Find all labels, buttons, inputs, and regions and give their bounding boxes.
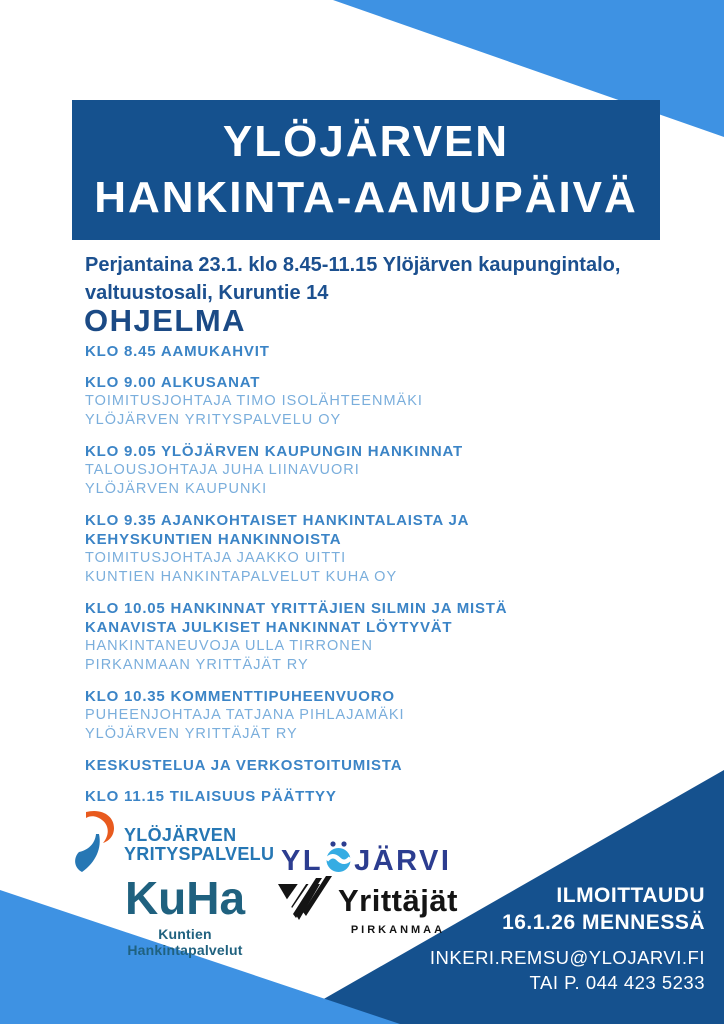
logo-ylojarvi: [281, 841, 451, 881]
program-item-detail: YLÖJÄRVEN YRITTÄJÄT RY: [85, 726, 298, 742]
program-item-title: KANAVISTA JULKISET HANKINNAT LÖYTYVÄT: [85, 619, 453, 636]
yrittajat-logo-name: Yrittäjät: [338, 883, 458, 918]
registration-deadline: 16.1.26 MENNESSÄ: [502, 911, 705, 934]
program-item: [85, 756, 595, 775]
yrittajat-logo-subtitle: PIRKANMAA: [350, 924, 446, 936]
program-list: [85, 342, 595, 806]
program-item-title: KLO 9.35 AJANKOHTAISET HANKINTALAISTA JA: [85, 512, 470, 529]
logo-ylojarven-yrityspalvelu: [72, 810, 274, 879]
yrittajat-flag-icon: [276, 876, 334, 937]
program-item-detail: PUHEENJOHTAJA TATJANA PIHLAJAMÄKI: [85, 707, 405, 723]
program-item: [85, 599, 595, 675]
program-item-detail: YLÖJÄRVEN YRITYSPALVELU OY: [85, 412, 342, 428]
program-item: [85, 373, 595, 430]
program-item: [85, 442, 595, 499]
program-item-detail: PIRKANMAAN YRITTÄJÄT RY: [85, 657, 309, 673]
program-item-title: KLO 11.15 TILAISUUS PÄÄTTYY: [85, 788, 337, 805]
program-item-title: KEHYSKUNTIEN HANKINNOISTA: [85, 531, 342, 548]
date-location-line2: valtuustosali, Kuruntie 14: [85, 282, 329, 304]
program-item-detail: YLÖJÄRVEN KAUPUNKI: [85, 481, 268, 497]
program-item-detail: KUNTIEN HANKINTAPALVELUT KUHA OY: [85, 569, 398, 585]
date-location: [85, 251, 645, 307]
registration-email: INKERI.REMSU@YLOJARVI.FI: [429, 947, 705, 968]
program-item-detail: HANKINTANEUVOJA ULLA TIRRONEN: [85, 638, 373, 654]
program-item-title: KESKUSTELUA JA VERKOSTOITUMISTA: [85, 757, 403, 774]
yrityspalvelu-logo-line1: YLÖJÄRVEN: [124, 824, 237, 845]
program-item-title: KLO 9.05 YLÖJÄRVEN KAUPUNGIN HANKINNAT: [85, 443, 463, 460]
program-item-title: KLO 9.00 ALKUSANAT: [85, 374, 261, 391]
ylojarvi-logo-part1: YL: [281, 844, 324, 877]
program-item: [85, 511, 595, 587]
registration-call-to-action: ILMOITTAUDU: [556, 884, 705, 907]
program-item: [85, 687, 595, 744]
poster-title-line1: YLÖJÄRVEN: [222, 117, 510, 166]
program-item-title: KLO 10.35 KOMMENTTIPUHEENVUORO: [85, 688, 395, 705]
program-item-detail: TALOUSJOHTAJA JUHA LIINAVUORI: [85, 462, 360, 478]
registration-phone: TAI P. 044 423 5233: [529, 972, 705, 993]
logo-kuha: [100, 874, 270, 958]
yrityspalvelu-logo-line2: YRITYSPALVELU: [124, 843, 275, 864]
ylojarvi-o-wave-icon: [325, 841, 352, 881]
program-item: [85, 342, 595, 361]
kuha-logo-subtitle: Kuntien Hankintapalvelut: [127, 926, 243, 958]
title-banner: [72, 100, 660, 240]
program-item-title: KLO 10.05 HANKINNAT YRITTÄJIEN SILMIN JA MISTÄ: [85, 600, 508, 617]
program-item-title: KLO 8.45 AAMUKAHVIT: [85, 343, 270, 360]
poster-title-line2: HANKINTA-AAMUPÄIVÄ: [94, 173, 638, 222]
section-heading-ohjelma: OHJELMA: [84, 303, 247, 338]
kuha-logo-name: KuHa: [124, 872, 246, 924]
ylojarvi-logo-part2: JÄRVI: [354, 844, 452, 877]
program-item: [85, 787, 595, 806]
program-item-detail: TOIMITUSJOHTAJA JAAKKO UITTI: [85, 550, 347, 566]
yrityspalvelu-logo-text: [124, 826, 274, 864]
program-item-detail: TOIMITUSJOHTAJA TIMO ISOLÄHTEENMÄKI: [85, 393, 423, 409]
date-location-line1: Perjantaina 23.1. klo 8.45-11.15 Ylöjärven kaupungintalo,: [85, 254, 621, 276]
registration-info: [430, 882, 705, 995]
yrityspalvelu-swoosh-icon: [72, 810, 118, 879]
